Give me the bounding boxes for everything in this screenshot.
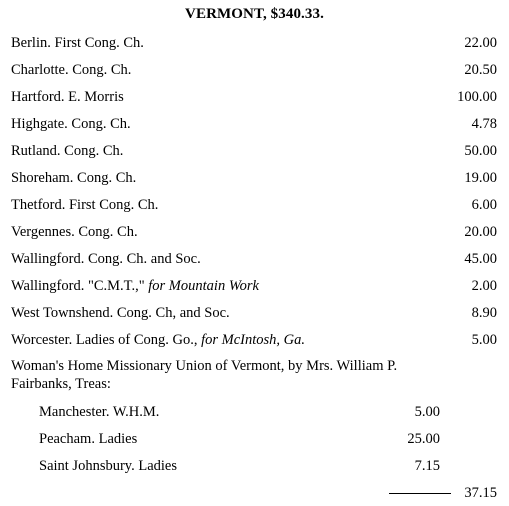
contributor-name-text: West Townshend. Cong. Ch, and Soc. <box>11 305 230 321</box>
union-item-name: Peacham. Ladies <box>39 431 138 447</box>
contributor-name-text: Hartford. E. Morris <box>11 89 124 105</box>
contributor-name-text: Wallingford. Cong. Ch. and Soc. <box>11 251 201 267</box>
union-total-amount: 37.15 <box>464 485 497 501</box>
contribution-row <box>11 60 497 80</box>
contribution-row <box>11 222 497 242</box>
contributor-name-text: Rutland. Cong. Ch. <box>11 143 124 159</box>
union-item-amount: 5.00 <box>414 404 440 420</box>
contributor-name-text: Highgate. Cong. Ch. <box>11 116 131 132</box>
contributor-name <box>11 195 158 215</box>
contribution-note: for McIntosh, Ga. <box>201 332 306 348</box>
contribution-amount: 45.00 <box>464 251 497 267</box>
contribution-amount: 50.00 <box>464 143 497 159</box>
contributor-name <box>11 249 201 269</box>
contribution-amount: 6.00 <box>471 197 497 213</box>
contributor-name-text: Shoreham. Cong. Ch. <box>11 170 137 186</box>
contribution-amount: 2.00 <box>471 278 497 294</box>
contribution-amount: 4.78 <box>471 116 497 132</box>
union-item-name: Saint Johnsbury. Ladies <box>39 458 178 474</box>
contributor-name-text: Wallingford. "C.M.T.," <box>11 278 149 294</box>
union-item-row <box>39 429 440 449</box>
contribution-row <box>11 330 497 350</box>
contribution-row <box>11 249 497 269</box>
contribution-row <box>11 141 497 161</box>
union-description: Woman's Home Missionary Union of Vermont, by Mrs. William P. Fairbanks, Treas: <box>11 358 398 392</box>
union-item-row <box>39 402 440 422</box>
contributor-name <box>11 303 230 323</box>
contributor-name <box>11 141 123 161</box>
contribution-row <box>11 195 497 215</box>
contributor-name <box>11 60 131 80</box>
contribution-row <box>11 87 497 107</box>
contributor-name-text: Vergennes. Cong. Ch. <box>11 224 138 240</box>
contribution-amount: 20.50 <box>464 62 497 78</box>
union-item-amount: 7.15 <box>414 458 440 474</box>
contributor-name-text: Worcester. Ladies of Cong. Go., <box>11 332 202 348</box>
contributor-name <box>11 276 259 296</box>
contributor-name <box>11 222 138 242</box>
contribution-row <box>11 303 497 323</box>
contribution-row <box>11 114 497 134</box>
contributor-name-text: Charlotte. Cong. Ch. <box>11 62 132 78</box>
contribution-amount: 22.00 <box>464 35 497 51</box>
contributor-name <box>11 114 131 134</box>
union-item-row <box>39 456 440 476</box>
contributor-name <box>11 33 144 53</box>
contribution-note: for Mountain Work <box>148 278 259 294</box>
contributor-name <box>11 168 136 188</box>
contribution-row <box>11 33 497 53</box>
contribution-amount: 100.00 <box>457 89 497 105</box>
contribution-amount: 8.90 <box>471 305 497 321</box>
contribution-amount: 20.00 <box>464 224 497 240</box>
union-item-name: Manchester. W.H.M. <box>39 404 160 420</box>
contribution-row <box>11 276 497 296</box>
contribution-amount: 19.00 <box>464 170 497 186</box>
contributor-name-text: Berlin. First Cong. Ch. <box>11 35 144 51</box>
contribution-amount: 5.00 <box>471 332 497 348</box>
contributor-name <box>11 330 305 350</box>
union-item-amount: 25.00 <box>407 431 440 447</box>
contributor-name <box>11 87 124 107</box>
contributor-name-text: Thetford. First Cong. Ch. <box>11 197 159 213</box>
total-rule <box>389 493 451 494</box>
state-heading: VERMONT, $340.33. <box>185 6 324 22</box>
contribution-row <box>11 168 497 188</box>
